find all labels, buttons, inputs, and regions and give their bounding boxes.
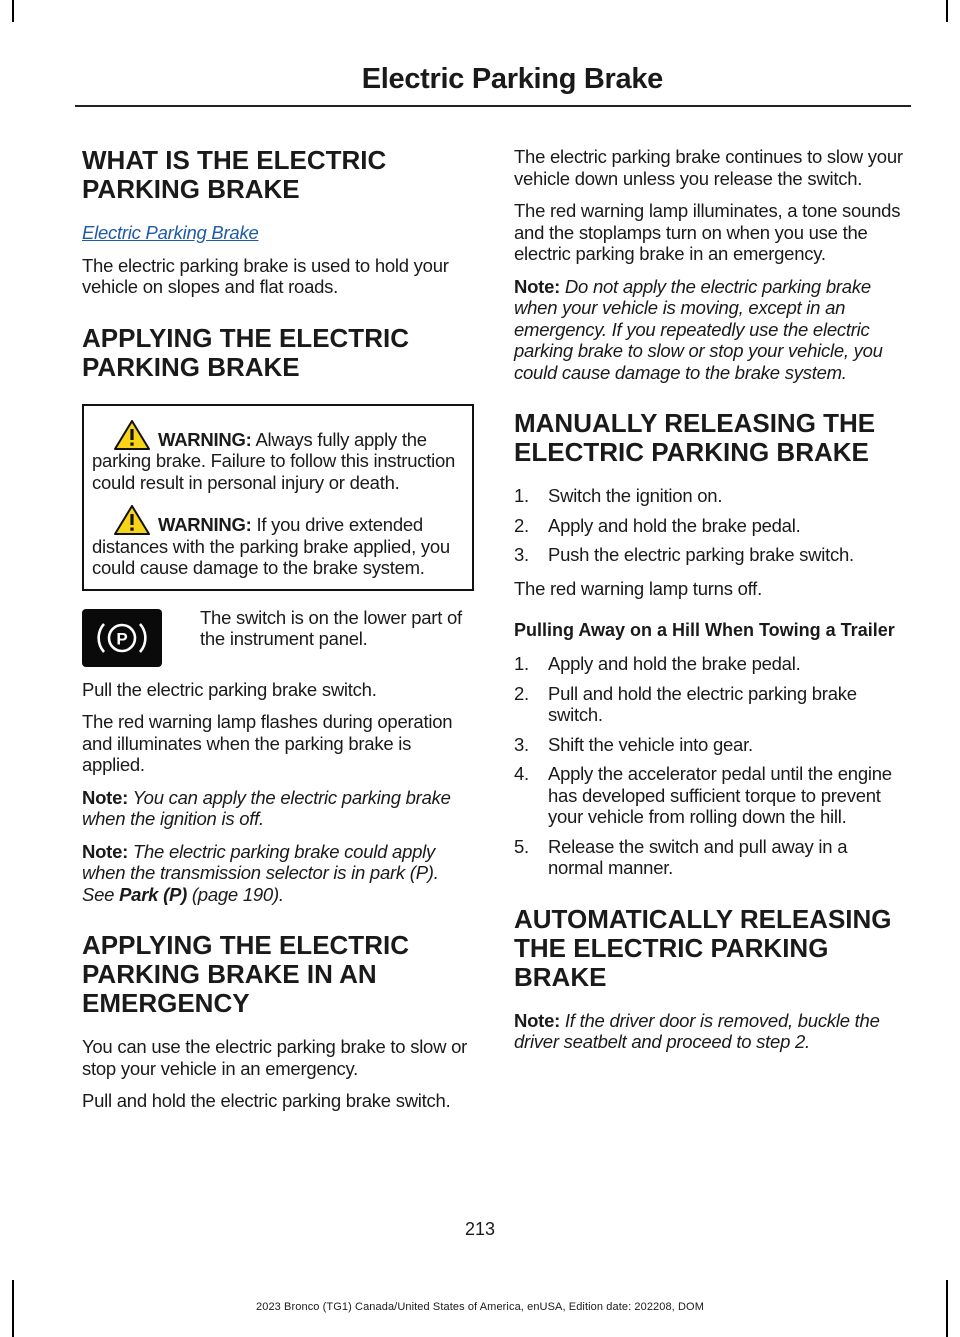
paragraph-continues: The electric parking brake continues to slow your vehicle down unless you release the switch.: [514, 146, 903, 189]
page-title: Electric Parking Brake: [361, 63, 663, 95]
list-item: 2. Pull and hold the electric parking brake switch.: [514, 682, 857, 725]
page-number: 213: [464, 1219, 496, 1239]
heading-line: APPLYING THE ELECTRIC: [82, 322, 409, 353]
warning-1: [92, 420, 464, 494]
note-text: The electric parking brake could apply when the transmission selector is in park (P). See: [82, 840, 439, 905]
note-ignition: [82, 787, 474, 830]
warning-text: Always fully apply the parking brake. Failure to follow this instruction could result in personal injury or death.: [92, 428, 456, 493]
heading-applying: [82, 324, 474, 382]
paragraph-what-is: The electric parking brake is used to hold your vehicle on slopes and flat roads.: [82, 254, 449, 297]
heading-emergency: [82, 931, 474, 1018]
heading-line: ELECTRIC PARKING BRAKE: [514, 437, 869, 467]
crop-mark-top-right: [946, 0, 948, 22]
heading-line: THE ELECTRIC PARKING: [514, 932, 829, 963]
warning-label: WARNING:: [158, 514, 252, 535]
heading-what-is: [82, 146, 474, 204]
left-column: [82, 146, 474, 1123]
note-park: [82, 841, 474, 906]
note-label: Note:: [514, 1009, 561, 1031]
heading-line: APPLYING THE ELECTRIC: [82, 930, 409, 960]
paragraph-emergency-1: You can use the electric parking brake to slow or stop your vehicle in an emergency.: [82, 1036, 468, 1079]
list-item: 5. Release the switch and pull away in a normal manner.: [514, 835, 848, 878]
heading-line: WHAT IS THE ELECTRIC: [82, 145, 387, 175]
crop-mark-top-left: [12, 0, 14, 22]
switch-location: [82, 607, 474, 667]
heading-auto-release: [514, 905, 906, 992]
heading-line: MANUALLY RELEASING THE: [514, 408, 876, 438]
heading-manual-release: [514, 409, 906, 467]
warning-label: WARNING:: [158, 428, 252, 450]
list-item: 3. Shift the vehicle into gear.: [514, 733, 753, 755]
note-text: If the driver door is removed, buckle the driver seatbelt and proceed to step 2.: [514, 1009, 880, 1052]
right-column: [514, 146, 906, 1064]
list-item: 3. Push the electric parking brake switch.: [514, 544, 854, 565]
heading-line: PARKING BRAKE: [82, 174, 300, 204]
heading-hill-towing: Pulling Away on a Hill When Towing a Trailer: [514, 620, 895, 640]
page-header: [75, 62, 911, 107]
note-label: Note:: [82, 840, 129, 862]
paragraph-pull: Pull the electric parking brake switch.: [82, 678, 377, 700]
page-reference: (page 190).: [186, 883, 284, 905]
parking-brake-switch-icon: [82, 609, 162, 667]
warning-text: If you drive extended distances with the parking brake applied, you could cause damage to the brake system.: [92, 514, 450, 578]
paragraph-lamp-off: The red warning lamp turns off.: [514, 577, 762, 599]
heading-line: PARKING BRAKE: [82, 351, 300, 382]
note-text: Do not apply the electric parking brake when your vehicle is moving, except in an emergency. If you repeatedly use the electric parking brake to slow or stop your vehicle, you could cause damage to the brake system.: [514, 275, 883, 383]
park-reference-link[interactable]: Park (P): [119, 883, 187, 905]
header-rule: [75, 105, 911, 107]
note-moving: [514, 276, 906, 384]
paragraph-tone: The red warning lamp illuminates, a tone sounds and the stoplamps turn on when you use the electric parking brake in an emergency.: [514, 200, 901, 264]
paragraph-lamp: The red warning lamp flashes during operation and illuminates when the parking brake is applied.: [82, 711, 453, 775]
hill-steps-list: [514, 653, 906, 879]
heading-line: EMERGENCY: [82, 988, 250, 1018]
note-driver-door: [514, 1010, 906, 1053]
warning-triangle-icon: [114, 420, 150, 450]
svg-text:P: P: [116, 629, 128, 648]
list-item: 1. Apply and hold the brake pedal.: [514, 653, 801, 674]
manual-steps-list: [514, 485, 906, 566]
warning-triangle-icon: [114, 505, 150, 535]
electric-parking-brake-link[interactable]: Electric Parking Brake: [82, 222, 259, 243]
list-item: 4. Apply the accelerator pedal until the engine has developed sufficient torque to prevent your vehicle from rolling down the hill.: [514, 763, 892, 827]
note-label: Note:: [82, 786, 129, 808]
paragraph-emergency-2: Pull and hold the electric parking brake switch.: [82, 1090, 451, 1111]
footer-edition-text: 2023 Bronco (TG1) Canada/United States of America, enUSA, Edition date: 202208, DOM: [256, 1301, 704, 1313]
note-text: You can apply the electric parking brake when the ignition is off.: [82, 786, 451, 829]
heading-line: PARKING BRAKE IN AN: [82, 959, 377, 989]
switch-location-text: The switch is on the lower part of the instrument panel.: [200, 606, 462, 649]
heading-line: BRAKE: [514, 961, 607, 992]
warning-2: [92, 505, 464, 579]
warning-box: [82, 404, 474, 591]
list-item: 2. Apply and hold the brake pedal.: [514, 514, 801, 536]
heading-line: AUTOMATICALLY RELEASING: [514, 903, 892, 934]
note-label: Note:: [514, 275, 561, 297]
list-item: 1. Switch the ignition on.: [514, 485, 723, 506]
